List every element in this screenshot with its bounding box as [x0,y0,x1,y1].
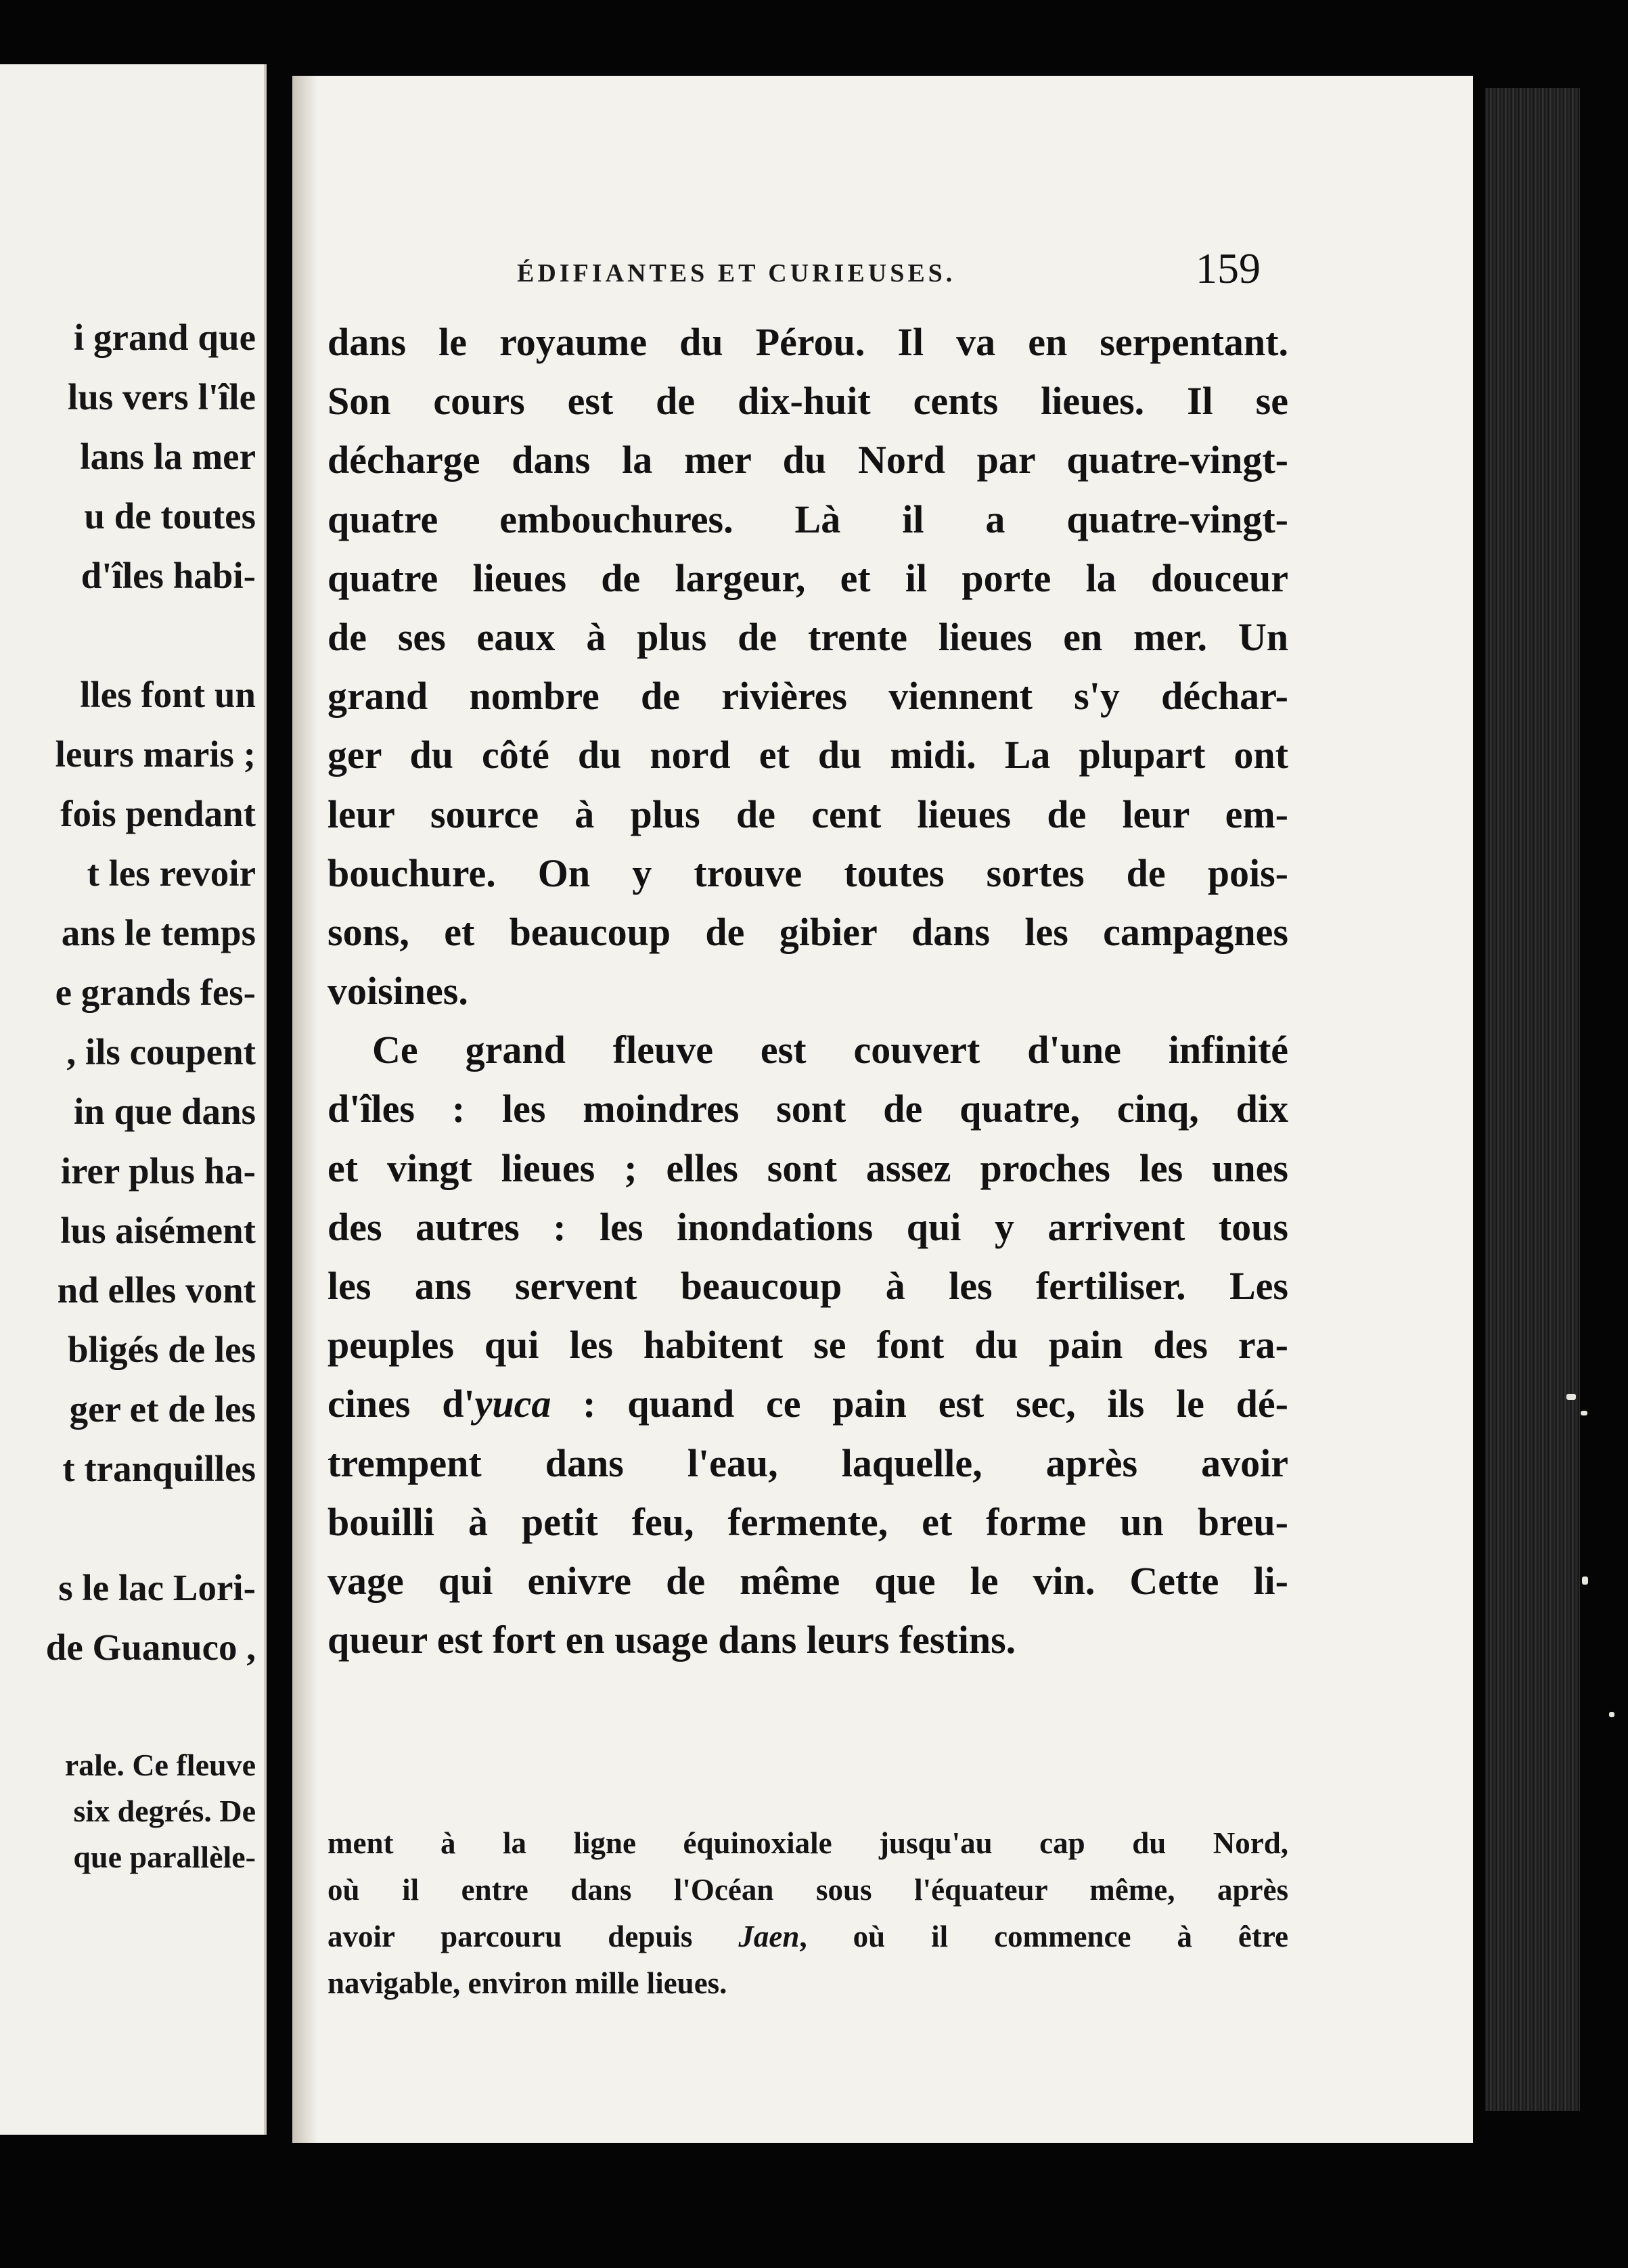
left-line-gap [0,1677,256,1742]
body-line: bouchure. On y trouve toutes sortes de pois- [327,850,1288,895]
body-line: peuples qui les habitent se font du pain des ra- [327,1323,1288,1367]
scan-speck [1609,1712,1614,1717]
left-line: u de toutes [84,495,256,537]
italic-word: yuca [474,1382,551,1426]
text-run: : quand ce pain est sec, ils le dé- [551,1382,1288,1426]
body-line: d'îles : les moindres sont de quatre, cinq, dix [327,1087,1288,1131]
body-line: quatre lieues de largeur, et il porte la douceur [327,555,1288,600]
body-line: trempent dans l'eau, laquelle, après avoir [327,1441,1288,1485]
body-line: les ans servent beaucoup à les fertiliser. Les [327,1264,1288,1308]
text-run: avoir parcouru depuis [327,1920,739,1953]
footnote-line: navigable, environ mille lieues. [327,1966,727,2000]
left-line: in que dans [73,1091,256,1132]
left-line: lus aisément [60,1210,256,1251]
left-line: d'îles habi- [81,555,256,596]
body-line: dans le royaume du Pérou. Il va en serpentant. [327,320,1288,364]
left-line: lles font un [80,674,256,715]
left-line: t tranquilles [62,1448,256,1489]
left-line: s le lac Lori- [58,1567,256,1608]
left-line: lans la mer [80,436,256,477]
left-line: lus vers l'île [67,376,256,417]
left-line: e grands fes- [55,972,256,1013]
scan-speck [1582,1577,1588,1585]
page-number: 159 [1196,244,1261,292]
body-line: ger du côté du nord et du midi. La plupart ont [327,733,1288,777]
body-line: leur source à plus de cent lieues de leur em- [327,792,1288,836]
left-line: t les revoir [87,853,256,894]
left-line: i grand que [74,317,256,358]
left-line-gap [0,606,256,665]
left-line: nd elles vont [57,1269,256,1311]
body-line: quatre embouchures. Là il a quatre-vingt- [327,497,1288,541]
body-line: voisines. [327,969,468,1014]
left-line: , ils coupent [66,1031,256,1072]
running-head: ÉDIFIANTES ET CURIEUSES. [517,259,956,288]
footnote-line: ment à la ligne équinoxiale jusqu'au cap du Nord, [327,1826,1288,1860]
left-page-text [0,308,256,1880]
footnote-text [327,1820,1288,2007]
left-page-fragment [0,64,267,2135]
italic-word: Jaen [738,1920,800,1953]
left-line: leurs maris ; [55,733,256,775]
scan-speck [1581,1411,1587,1415]
left-line: irer plus ha- [60,1150,256,1192]
footnote-line-with-italic [327,1913,1288,1960]
body-line: grand nombre de rivières viennent s'y déchar- [327,674,1288,719]
left-note-line: rale. Ce fleuve [64,1748,256,1782]
book-edge [1485,88,1580,2111]
body-line-with-italic [327,1374,1288,1433]
left-line: ans le temps [61,912,256,953]
right-page [292,76,1473,2143]
body-line: Son cours est de dix-huit cents lieues. Il se [327,379,1288,424]
body-line: des autres : les inondations qui y arrivent tous [327,1204,1288,1249]
text-run: cines d' [327,1382,475,1426]
left-note-line: que parallèle- [73,1840,256,1874]
body-line: de ses eaux à plus de trente lieues en mer. Un [327,614,1288,659]
left-note-line: six degrés. De [73,1794,256,1828]
footnote-line: où il entre dans l'Océan sous l'équateur même, après [327,1873,1288,1907]
left-line: fois pendant [60,793,256,834]
body-line: Ce grand fleuve est couvert d'une infinité [372,1028,1288,1072]
left-line: ger et de les [69,1388,256,1430]
left-line: de Guanuco , [45,1627,256,1668]
body-line: vage qui enivre de même que le vin. Cette li- [327,1558,1288,1603]
scan-speck [1566,1394,1576,1400]
left-line-gap [0,1499,256,1558]
text-run: , où il commence à être [799,1920,1289,1953]
body-line: bouilli à petit feu, fermente, et forme un breu- [327,1499,1288,1544]
left-line: bligés de les [67,1329,256,1370]
body-line: et vingt lieues ; elles sont assez proches les unes [327,1146,1288,1190]
body-line: sons, et beaucoup de gibier dans les campagnes [327,909,1288,954]
body-text [327,313,1288,1669]
body-line: queur est fort en usage dans leurs festins. [327,1618,1016,1662]
body-line: décharge dans la mer du Nord par quatre-vingt- [327,438,1288,482]
